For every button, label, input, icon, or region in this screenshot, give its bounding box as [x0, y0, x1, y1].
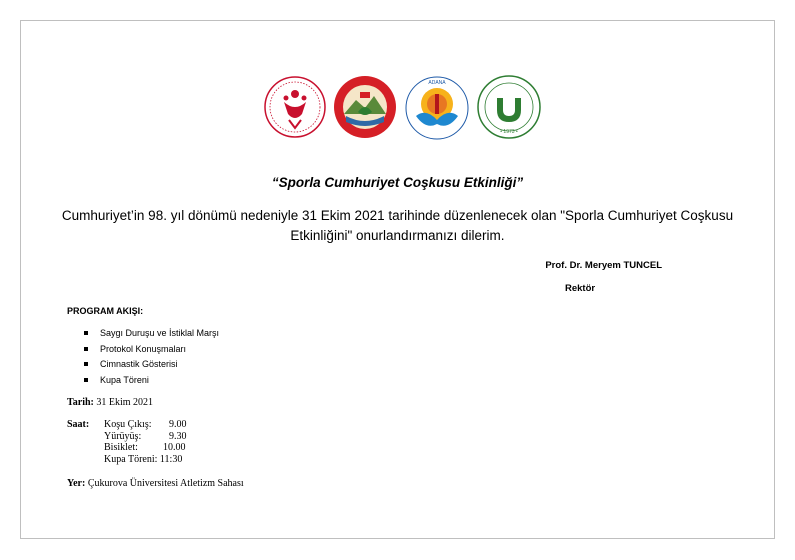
bullet-icon — [84, 362, 88, 366]
signer-title: Rektör — [565, 283, 596, 294]
schedule-time: 9.00 — [169, 419, 187, 430]
program-item-label: Protokol Konuşmaları — [100, 343, 187, 354]
date-value: 31 Ekim 2021 — [96, 397, 154, 408]
program-list — [82, 327, 219, 389]
cukurova-universitesi-logo — [476, 72, 542, 142]
program-item-label: Saygı Duruşu ve İstiklal Marşı — [100, 328, 220, 338]
schedule-time: 11:30 — [159, 453, 183, 465]
bullet-icon — [84, 347, 88, 351]
date-label: Tarih: — [67, 397, 94, 408]
schedule-row — [104, 442, 187, 454]
date-row — [67, 397, 153, 408]
bullet-icon — [84, 378, 88, 382]
adana-buyuksehir-belediyesi-logo — [404, 72, 470, 142]
logo-strip — [0, 72, 795, 144]
signer-name: Prof. Dr. Meryem TUNCEL — [545, 260, 662, 271]
schedule-row — [104, 431, 187, 443]
schedule-row — [104, 419, 187, 431]
invitation-text: Cumhuriyet’in 98. yıl dönümü nedeniyle 31 Ekim 2021 tarihinde düzenlenecek olan "Sporla Cumhuriyet Coşkusu Etkinliğini" onurlandırmanızı dilerim. — [61, 208, 734, 243]
schedule-row — [104, 454, 187, 466]
svg-text:• 1973 •: • 1973 • — [500, 129, 518, 135]
program-heading: PROGRAM AKIŞI: — [67, 306, 144, 316]
program-item — [82, 343, 219, 359]
schedule-time: 10.00 — [163, 442, 186, 454]
program-item-label: Kupa Töreni — [100, 374, 149, 385]
program-item — [82, 358, 219, 374]
program-item — [82, 327, 219, 343]
venue-row — [67, 478, 244, 489]
bullet-icon — [84, 331, 88, 335]
schedule-item: Koşu Çıkış: — [104, 419, 152, 430]
adana-valiligi-logo — [332, 72, 398, 142]
schedule-time: 9.30 — [169, 430, 187, 442]
svg-text:ADANA: ADANA — [428, 80, 446, 86]
program-item-label: Cimnastik Gösterisi — [100, 359, 178, 369]
schedule-label: Saat: — [67, 419, 90, 430]
event-title: “Sporla Cumhuriyet Coşkusu Etkinliği” — [271, 175, 524, 190]
schedule — [104, 419, 187, 465]
schedule-item: Bisiklet: — [104, 442, 138, 454]
venue-value: Çukurova Üniversitesi Atletizm Sahası — [87, 478, 244, 489]
schedule-item: Yürüyüş: — [104, 430, 142, 442]
program-item — [82, 374, 219, 390]
schedule-item: Kupa Töreni: — [104, 453, 158, 465]
venue-label: Yer: — [67, 478, 86, 489]
genclik-ve-spor-bakanligi-logo — [262, 72, 328, 142]
